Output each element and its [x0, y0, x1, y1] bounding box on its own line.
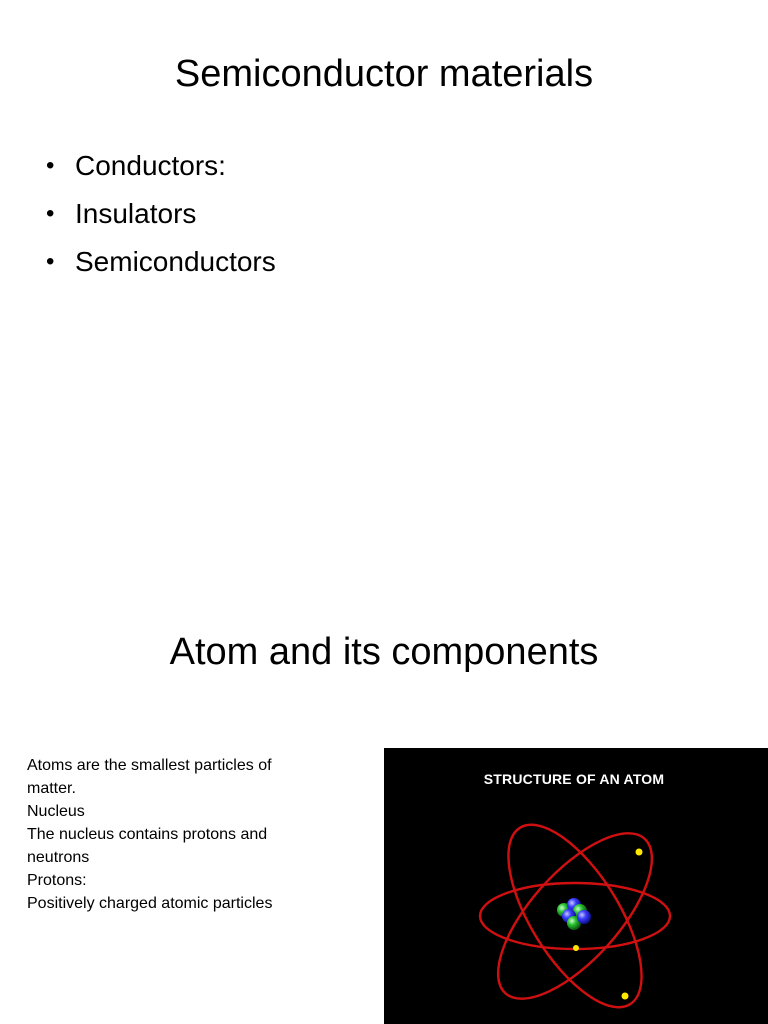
figure-title: STRUCTURE OF AN ATOM [483, 771, 665, 787]
bullet-text: Semiconductors [75, 246, 276, 277]
body-line: neutrons [27, 849, 90, 866]
body-text [27, 754, 327, 915]
bullet-list [46, 142, 276, 286]
electron-particle [636, 849, 643, 856]
electron-particle [573, 945, 579, 951]
bullet-dot-icon: • [46, 248, 55, 275]
bullet-item [46, 238, 276, 286]
atom-structure-image [384, 748, 768, 1024]
slide-title: Atom and its components [169, 631, 599, 673]
bullet-text: Insulators [75, 198, 197, 229]
body-line: matter. [27, 780, 76, 797]
body-line: The nucleus contains protons and [27, 826, 268, 843]
atom-diagram [384, 748, 768, 1024]
bullet-dot-icon: • [46, 152, 55, 179]
nucleus [557, 898, 591, 930]
body-line: Nucleus [27, 803, 85, 820]
bullet-text: Conductors: [75, 150, 226, 181]
proton-particle [577, 910, 591, 924]
body-line: Protons: [27, 872, 87, 889]
bullet-dot-icon: • [46, 200, 55, 227]
body-line: Atoms are the smallest particles of [27, 757, 272, 774]
body-line: Positively charged atomic particles [27, 895, 273, 912]
slide-title: Semiconductor materials [174, 53, 594, 95]
electron-particle [622, 993, 629, 1000]
bullet-item [46, 190, 276, 238]
bullet-item [46, 142, 276, 190]
slide-atom-components [0, 580, 768, 1024]
